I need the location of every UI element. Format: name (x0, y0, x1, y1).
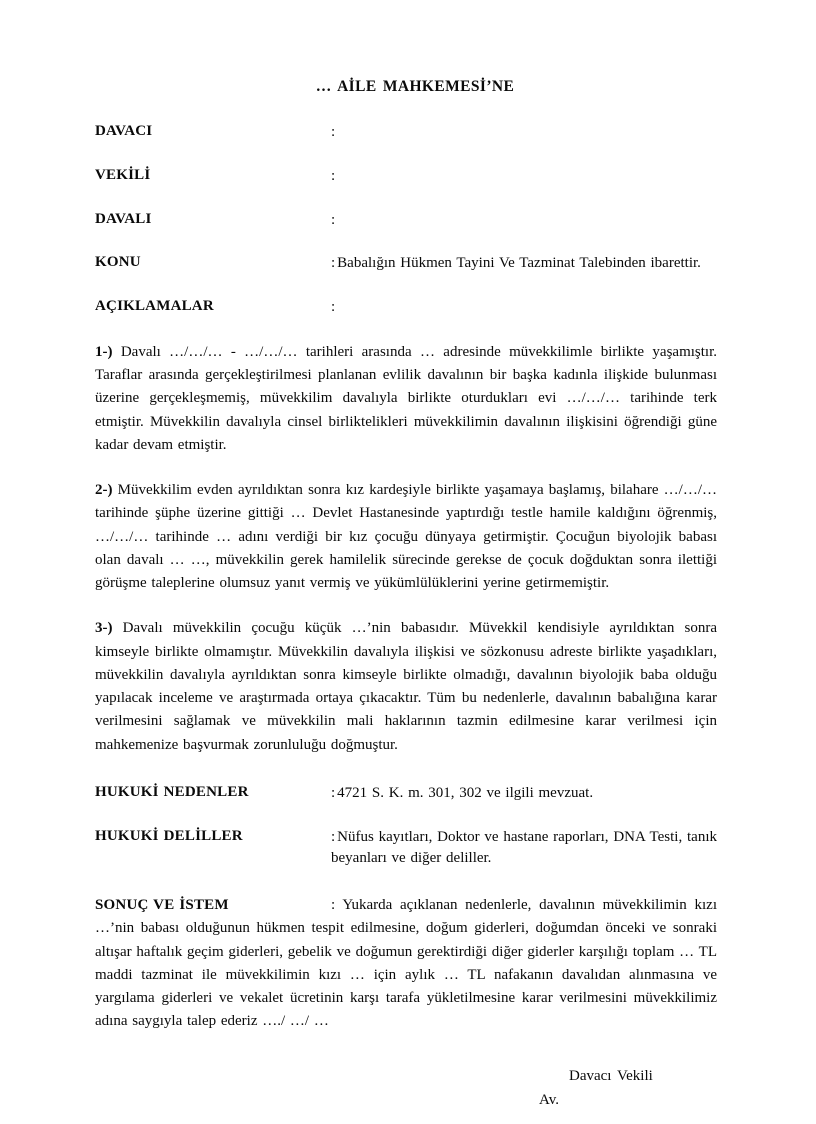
signature-title: Davacı Vekili (569, 1067, 653, 1084)
conclusion-label: SONUÇ VE İSTEM (95, 897, 229, 913)
field-value-hukuki-deliller (331, 827, 717, 871)
paragraph-1-text: Davalı …/…/… - …/…/… tarihleri arasında … adresinde müvekkilimle birlikte yaşamıştır. Taraflar arasında gerçekleştirilmesi planlanan evlilik davalının bir başka kadınla ilişkide bulunması üzerine gerçekleşmemiş, müvekkilim davalıyla birlikte oturdukları evi …/…/… tarihinde terk etmiştir. Müvekkilin davalıyla cinsel birliktelikleri müvekkilimin davalının ilişkisini öğrendiği güne kadar devam etmiştir. (95, 343, 717, 453)
field-value-hukuki-nedenler (331, 783, 717, 805)
paragraph-3-number: 3-) (95, 620, 113, 637)
paragraph-1 (95, 341, 717, 457)
field-label-davali: DAVALI (95, 210, 152, 227)
field-text-hukuki-deliller: Nüfus kayıtları, Doktor ve hastane raporları, DNA Testi, tanık beyanları ve diğer deliller. (331, 828, 717, 867)
field-colon-davali: : (331, 211, 336, 228)
page-title: … AİLE MAHKEMESİ’NE (315, 78, 515, 95)
field-value-davaci (331, 122, 717, 144)
field-value-vekili (331, 166, 717, 188)
paragraph-3-text: Davalı müvekkilin çocuğu küçük …’nin babasıdır. Müvekkil kendisiyle ayrıldıktan sonra kimseyle birlikte olmamıştır. Müvekkilin davalıyla ilişkisi ve sözkonusu adreste birlikte yaşadıkları, müvekkilin davalıyla ayrıldıktan sonra kimseyle birlikte olmadığı, davalının biyolojik baba olduğu yapılacak inceleme ve araştırmada ortaya çıkacaktır. Tüm bu nedenlerle, davalının babalığına karar verilmesini sağlamak ve müvekkilin mali haklarının tazmin edilmesine karar verilmesi için mahkemenize başvurmak zorunluluğu doğmuştur. (95, 620, 717, 753)
paragraph-2 (95, 479, 717, 595)
field-label-aciklamalar: AÇIKLAMALAR (95, 298, 214, 314)
field-text-konu: Babalığın Hükmen Tayini Ve Tazminat Talebinden ibarettir. (337, 255, 701, 272)
field-colon-hukuki-deliller: : (331, 828, 336, 845)
field-label-davaci: DAVACI (95, 123, 153, 139)
paragraph-2-number: 2-) (95, 482, 113, 498)
field-label-vekili: VEKİLİ (95, 166, 151, 183)
field-row-davaci (95, 122, 717, 144)
field-colon-hukuki-nedenler: : (331, 784, 336, 801)
field-row-hukuki-nedenler (95, 783, 717, 805)
field-colon-konu: : (331, 255, 336, 272)
field-value-konu (331, 253, 717, 275)
field-colon-davaci: : (331, 124, 336, 140)
field-row-aciklamalar (95, 297, 717, 319)
field-row-hukuki-deliller (95, 827, 717, 871)
signature-block (95, 1064, 717, 1124)
field-colon-vekili: : (331, 167, 336, 184)
conclusion-text: Yukarda açıklanan nedenlerle, davalının müvekkilimin kızı …’nin babası olduğunun hükmen tespit edilmesine, doğum giderleri, doğumdan önceki ve sonraki altışar haftalık geçim giderleri, gebelik ve doğumun gerektirdiği diğer giderler karşılığı toplam … TL maddi tazminat ile müvekkilimin kızı … için aylık … TL nafakanın davalıdan alınmasına ve yargılama giderleri ve vekalet ücretinin karşı tarafa yükletilmesine karar verilmesini müvekkilimiz adına saygıyla talep ederiz …./ …/ … (95, 897, 717, 1030)
paragraph-2-text: Müvekkilim evden ayrıldıktan sonra kız kardeşiyle birlikte yaşamaya başlamış, bilahare …/…/… tarihinde şüphe üzerine gittiği … Devlet Hastanesinde yaptırdığı testle hamile kaldığını öğrenmiş, …/…/… tarihinde … adını verdiği bir kız çocuğu dünyaya getirmiştir. Çocuğun biyolojik babası olan davalı … …, müvekkilin gerek hamilelik sürecinde gerekse de çocuk doğduktan sonra ilettiği görüşme taleplerine olumsuz yanıt vermiş ve yükümlülüklerini yerine getirmemiştir. (95, 482, 717, 591)
field-row-vekili (95, 166, 717, 188)
document-content (95, 60, 717, 1124)
conclusion-colon: : (331, 897, 336, 913)
paragraph-3 (95, 617, 717, 757)
conclusion-block (95, 894, 717, 1034)
field-row-davali (95, 210, 717, 232)
field-label-hukuki-deliller: HUKUKİ DELİLLER (95, 827, 243, 844)
field-value-davali (331, 210, 717, 232)
signature-name: Av. (539, 1091, 559, 1108)
field-colon-aciklamalar: : (331, 299, 336, 315)
field-label-konu: KONU (95, 254, 141, 271)
field-value-aciklamalar (331, 297, 717, 319)
field-row-konu (95, 253, 717, 275)
field-label-hukuki-nedenler: HUKUKİ NEDENLER (95, 783, 249, 800)
paragraph-1-number: 1-) (95, 343, 113, 360)
field-text-hukuki-nedenler: 4721 S. K. m. 301, 302 ve ilgili mevzuat. (337, 784, 594, 801)
